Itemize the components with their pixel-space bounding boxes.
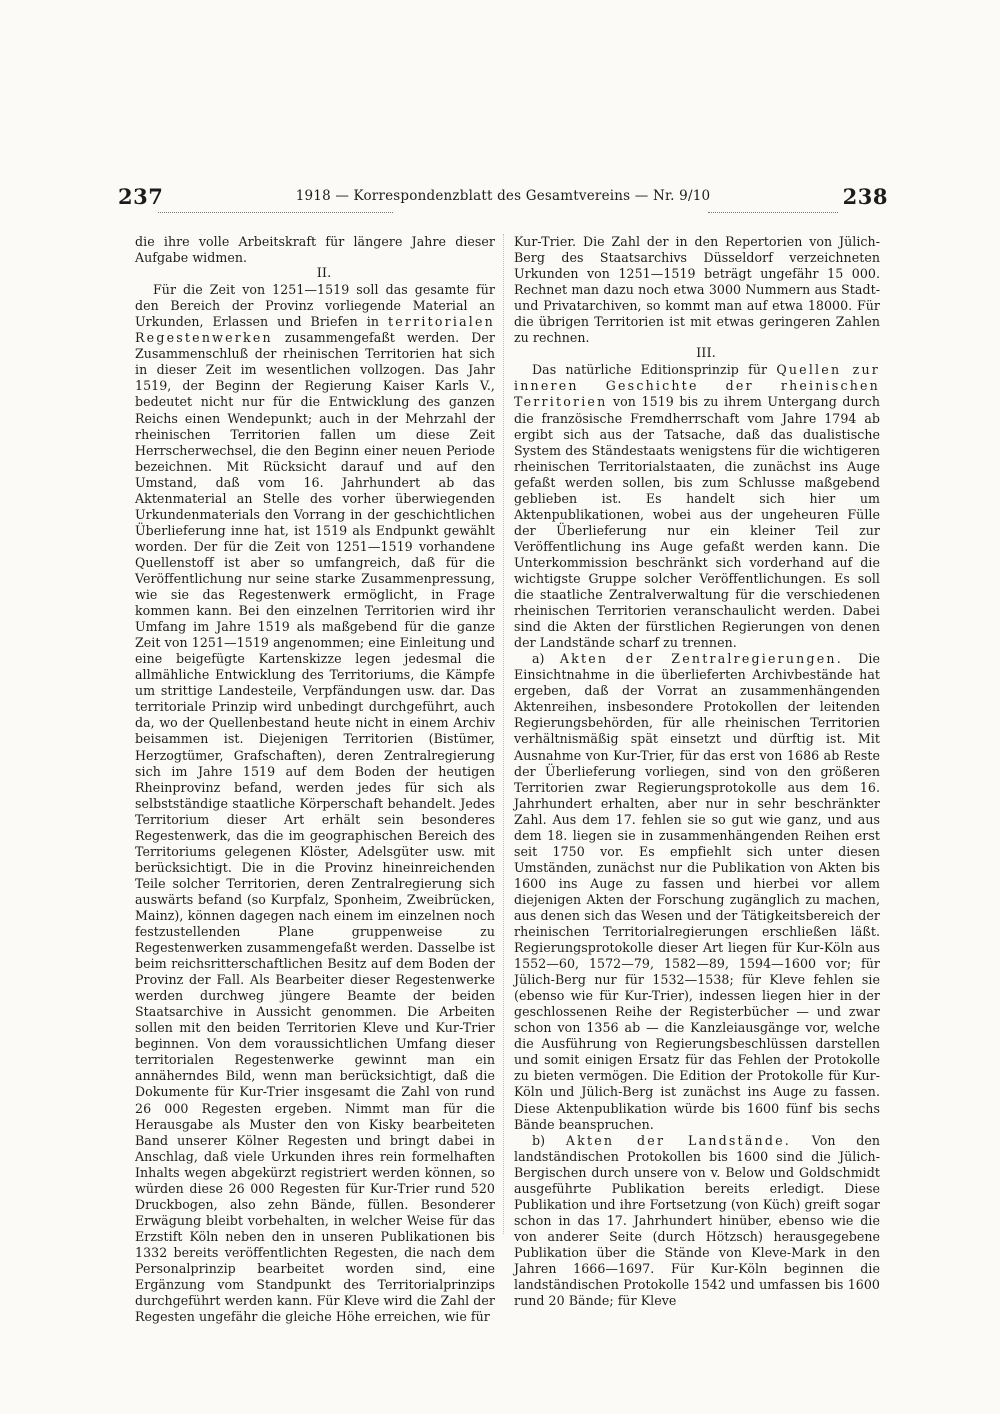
list-marker: b) [532, 1132, 546, 1148]
left-page-number: 237 [118, 184, 164, 209]
paragraph-text: von 1519 bis zu ihrem Untergang durch die französische Fremdherrschaft vom Jahre 1794 ab ergibt sich aus der Tatsache, daß das dualistische System des Ständestaats wenigstens für die wichtigeren rheinischen Territorialstaaten, die zunächst ins Auge gefaßt werden sollen, bis zum Schlusse maßgebend geblieben ist. Es handelt sich hier um Aktenpublikationen, wobei aus der ungeheuren Fülle der Überlieferung nur ein kleiner Teil zur Veröffentlichung ins Auge gefaßt werden kann. Die Unterkommission beschränkt sich vorderhand auf die wichtigste Gruppe solcher Veröffentlichungen. Es soll die staatliche Zentralverwaltung für die verschiedenen rheinischen Territorien veranschaulicht werden. Dabei sind die Akten der fürstlichen Regierungen von denen der Landstände scharf zu trennen. [514, 394, 881, 651]
emphasis-text: Akten der Landstände. [565, 1132, 791, 1148]
paragraph [135, 282, 495, 1325]
section-heading-II: II. [316, 266, 332, 282]
paragraph-text: Die Einsichtnahme in die überlieferten Archivbestände hat ergeben, daß der Vorrat an zusammenhängenden Aktenreihen, insbesondere Protokollen der leitenden Regierungsbehörden, für alle rheinischen Territorien verhältnismäßig spät einsetzt und dürftig ist. Mit Ausnahme von Kur-Trier, für das erst von 1686 ab Reste der Überlieferung vorliegen, sind von den größeren Territorien zwar Regierungsprotokolle aus dem 16. Jahrhundert erhalten, aber nur in sehr beschränkter Zahl. Aus dem 17. fehlen sie so gut wie ganz, und aus dem 18. liegen sie in zusammenhängenden Reihen erst seit 1750 vor. Es empfiehlt sich unter diesen Umständen, zunächst nur die Publikation von Akten bis 1600 ins Auge zu fassen und hierbei vor allem diejenigen Akten der Forschung zugänglich zu machen, aus denen sich das Wesen und der Tätigkeitsbereich der rheinischen Territorialregierungen erschließen läßt. Regierungsprotokolle dieser Art liegen für Kur-Köln aus 1552—60, 1572—79, 1582—89, 1594—1600 vor; für Jülich-Berg nur für 1532—1538; für Kleve fehlen sie (ebenso wie für Kur-Trier), indessen liegen hier in der geschlossenen Reihe der Registerbücher — und zwar schon von 1356 ab — die Kanzleiausgänge vor, welche die Ausführung von Regierungsbeschlüssen darstellen und somit einigen Ersatz für das Fehlen der Protokolle zu bieten vermögen. Die Edition der Protokolle für Kur-Köln und Jülich-Berg ist zunächst ins Auge zu fassen. Diese Aktenpublikation würde bis 1600 fünf bis sechs Bände beanspruchen. [514, 651, 880, 1132]
paragraph-text: Von den landständischen Protokollen bis 1600 sind die Jülich-Bergischen durch unsere von v. Below und Goldschmidt ausgeführte Publikation bereits erledigt. Diese Publikation und ihre Fortsetzung (von Küch) greift sogar schon in das 17. Jahrhundert hinüber, ebenso wie die von anderer Seite (durch Hötzsch) herausgegebene Publikation über die Stände von Kleve-Mark in den Jahren 1666—1697. Für Kur-Köln beginnen die landständischen Protokolle 1542 und umfassen bis 1600 rund 20 Bände; für Kleve [514, 1132, 880, 1309]
right-page-number: 238 [842, 184, 888, 209]
paragraph-text: Das natürliche Editionsprinzip für [532, 362, 768, 378]
header-rule-right [708, 212, 838, 213]
header-rule-left [158, 212, 393, 213]
right-column [514, 234, 880, 1309]
paragraph: die ihre volle Arbeitskraft für längere Jahre dieser Aufgabe widmen. [135, 234, 495, 266]
paragraph [514, 651, 880, 1132]
emphasis-text: Quellen zur inneren Geschichte der rheinischen Territorien [514, 362, 881, 410]
emphasis-text: territorialen Regestenwerken [135, 314, 495, 346]
column-divider [503, 234, 504, 1234]
left-column [135, 234, 495, 1325]
paragraph: Kur-Trier. Die Zahl der in den Repertorien von Jülich-Berg des Staatsarchivs Düsseldorf verzeichneten Urkunden von 1251—1519 beträgt ungefähr 15 000. Rechnet man dazu noch etwa 3000 Nummern aus Stadt- und Privatarchiven, so kommt man auf etwa 18000. Für die übrigen Territorien ist mit etwas geringeren Zahlen zu rechnen. [514, 234, 880, 346]
paragraph-text: Für die Zeit von 1251—1519 soll das gesamte für den Bereich der Provinz vorliegende Material an Urkunden, Erlassen und Briefen in [135, 282, 495, 330]
emphasis-text: Akten der Zentralregierungen. [559, 651, 843, 667]
page-header [118, 182, 888, 216]
paragraph [514, 362, 880, 651]
paragraph [514, 1133, 880, 1310]
paragraph-text: zusammengefaßt werden. Der Zusammenschluß der rheinischen Territorien hat sich in dieser Zeit im wesentlichen vollzogen. Das Jahr 1519, der Beginn der Regierung Kaiser Karls V., bedeutet nicht nur für die Entwicklung des ganzen Reichs einen Wendepunkt; auch in der Mehrzahl der rheinischen Territorien fallen um diese Zeit Herrscherwechsel, die den Beginn einer neuen Periode bezeichnen. Mit Rücksicht darauf und auf den Umstand, daß vom 16. Jahrhundert ab das Aktenmaterial an Stelle des vorher überwiegenden Urkundenmaterials den Vorrang in der geschichtlichen Überlieferung inne hat, ist 1519 als Endpunkt gewählt worden. Der für die Zeit von 1251—1519 vorhandene Quellenstoff ist aber so umfangreich, daß für die Veröffentlichung nur seine starke Zusammenpressung, wie sie das Regestenwerk ermöglicht, in Frage kommen kann. Bei den einzelnen Territorien wird ihr Umfang im Jahre 1519 als maßgebend für die ganze Zeit von 1251—1519 angenommen; eine Einleitung und eine beigefügte Kartenskizze legen jedesmal die allmähliche Entwicklung des Territoriums, die Kämpfe um strittige Landesteile, Verpfändungen usw. dar. Das territoriale Prinzip wird unbedingt durchgeführt, auch da, wo der Quellenbestand heute nicht in einem Archiv beisammen ist. Diejenigen Territorien (Bistümer, Herzogtümer, Grafschaften), deren Zentralregierung sich im Jahre 1519 auf dem Boden der heutigen Rheinprovinz befand, werden jedes für sich als selbstständige staatliche Körperschaft behandelt. Jedes Territorium dieser Art erhält sein besonderes Regestenwerk, das die im geographischen Bereich des Territoriums gelegenen Klöster, Adelsgüter usw. mit berücksichtigt. Die in die Provinz hineinreichenden Teile solcher Territorien, deren Zentralregierung sich auswärts befand (so Kurpfalz, Sponheim, Zweibrücken, Mainz), können dagegen nach einem im einzelnen noch festzustellenden Plane gruppenweise zu Regestenwerken zusammengefaßt werden. Dasselbe ist beim reichsritterschaftlichen Besitz auf dem Boden der Provinz der Fall. Als Bearbeiter dieser Regestenwerke werden durchweg jüngere Beamte der beiden Staatsarchive in Aussicht genommen. Die Arbeiten sollen mit den beiden Territorien Kleve und Kur-Trier beginnen. Von dem voraussichtlichen Umfang dieser territorialen Regestenwerke gewinnt man ein annäherndes Bild, wenn man berücksichtigt, daß die Dokumente für Kur-Trier insgesamt die Zahl von rund 26 000 Regesten ergeben. Nimmt man für die Herausgabe als Muster den von Kisky bearbeiteten Band unserer Kölner Regesten und bringt dabei in Anschlag, daß viele Urkunden ihres rein formelhaften Inhalts wegen abgekürzt registriert werden können, so würden diese 26 000 Regesten für Kur-Trier rund 520 Druckbogen, also zehn Bände, füllen. Besonderer Erwägung bleibt vorbehalten, in welcher Weise für das Erzstift Köln neben den in unseren Publikationen bis 1332 bereits veröffentlichten Regesten, die nach dem Personalprinzip bearbeitet worden sind, eine Ergänzung vom Standpunkt des Territorialprinzips durchgeführt werden kann. Für Kleve wird die Zahl der Regesten ungefähr die gleiche Höhe erreichen, wie für [135, 330, 495, 1325]
running-title: 1918 — Korrespondenzblatt des Gesamtvereins — Nr. 9/10 [295, 188, 711, 204]
list-marker: a) [532, 651, 545, 667]
section-heading-III: III. [696, 346, 716, 362]
